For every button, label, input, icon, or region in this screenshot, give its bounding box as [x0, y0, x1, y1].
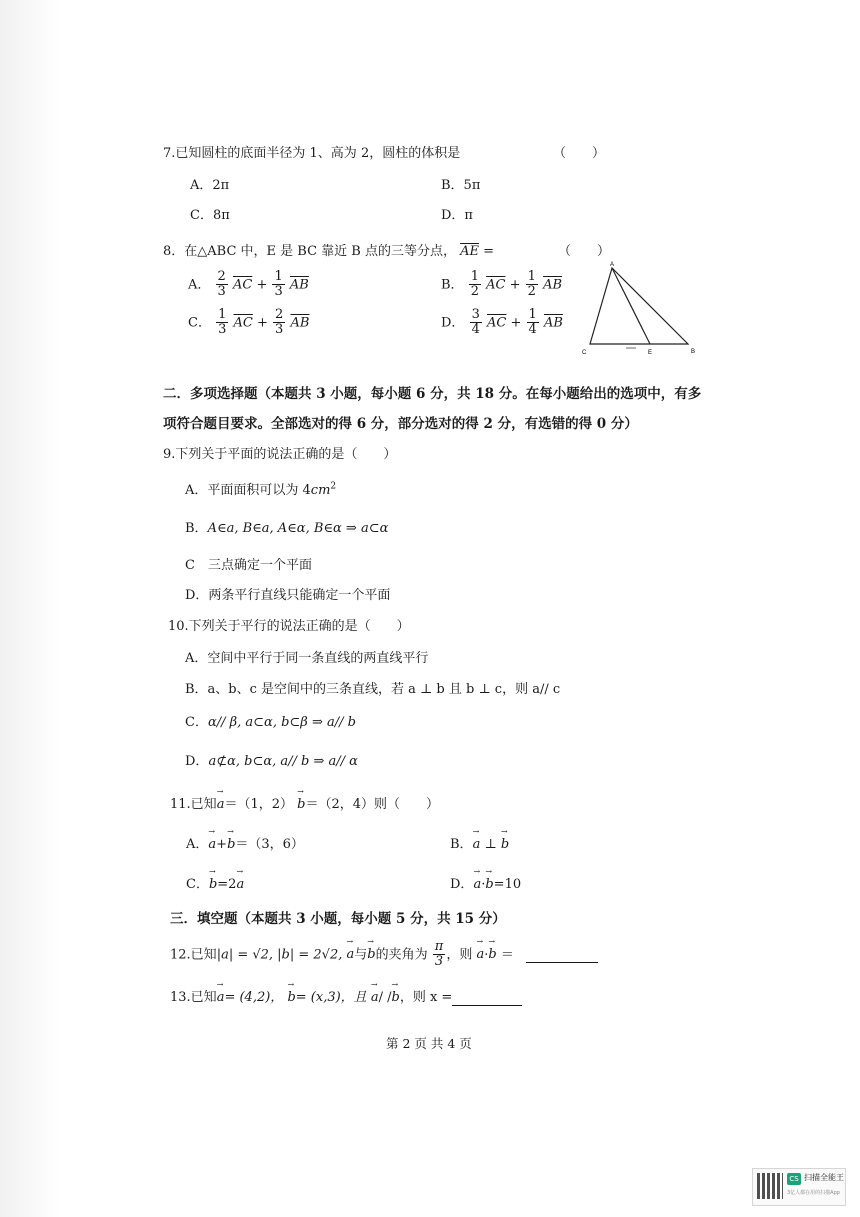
- q8-option-d-label: D．: [441, 315, 465, 331]
- q8-d-frac2-den: 4: [528, 322, 537, 338]
- q8-c-frac2-den: 3: [275, 322, 284, 338]
- q10-stem: 10.下列关于平行的说法正确的是（ ）: [168, 619, 410, 634]
- q10-option-c-label: C．: [185, 715, 208, 730]
- q8-d-vec1: $\overline{AC}$: [487, 315, 507, 331]
- q10-option-a: A．空间中平行于同一条直线的两直线平行: [185, 651, 429, 666]
- q10-option-d-label: D．: [185, 754, 209, 769]
- q13-answer-blank[interactable]: [452, 990, 522, 1006]
- segment-ae: [612, 268, 650, 344]
- q7-stem: 7.已知圆柱的底面半径为 1、高为 2，圆柱的体积是: [163, 146, 461, 161]
- q13-prefix: 13.已知: [170, 990, 217, 1005]
- q11-d-vector-b: → b: [485, 877, 493, 892]
- q8-b-vec1: $\overline{AC}$: [486, 277, 506, 293]
- q8-stem-text: 8．在△ABC 中，E 是 BC 靠近 B 点的三等分点，: [163, 244, 456, 259]
- q11-stem-prefix: 11.已知: [170, 797, 217, 812]
- q11-d-dot: ·: [481, 877, 486, 892]
- q11-c-vector-a: → a: [236, 877, 244, 892]
- q9-option-c: C 三点确定一个平面: [185, 558, 312, 573]
- q12-angle-fraction: [433, 940, 446, 970]
- q11-b-perp: ⊥: [484, 837, 497, 852]
- q8-c-frac2: [273, 308, 285, 338]
- q12-magnitudes: |a| = √2, |b| = 2√2,: [216, 947, 347, 963]
- q11-a-value: ＝（1，2）: [224, 797, 293, 812]
- q8-c-op: +: [257, 315, 268, 331]
- q8-target-vector: $\overline{AE}$: [460, 244, 480, 259]
- q7-option-b: B．5π: [441, 178, 481, 193]
- q8-a-op: +: [256, 277, 268, 293]
- q8-option-b: [441, 270, 562, 300]
- q12-dot: ·: [484, 947, 489, 963]
- q12-and: 与: [354, 947, 368, 963]
- q12-vector-a: → a: [347, 947, 355, 962]
- q11-b-vector-b: → b: [501, 837, 509, 852]
- q12-answer-blank[interactable]: [526, 947, 598, 963]
- q11-option-c: [186, 873, 244, 892]
- q7-answer-paren: （ ）: [553, 146, 606, 161]
- q7-option-c: C．8π: [190, 208, 230, 223]
- q8-a-frac1-num: 2: [217, 269, 226, 284]
- q11-option-a-label: A．: [186, 837, 209, 852]
- q8-b-op: +: [509, 277, 521, 293]
- q8-b-frac2-num: 1: [527, 269, 536, 284]
- camscanner-watermark: [752, 1168, 846, 1206]
- q8-c-vec1: $\overline{AC}$: [233, 315, 253, 331]
- q11-a-result: ＝（3，6）: [235, 837, 304, 852]
- q8-a-vec1: $\overline{AC}$: [232, 277, 253, 293]
- q8-d-frac1-den: 4: [471, 322, 480, 338]
- q8-stem: [163, 240, 494, 259]
- q12-equals: ＝: [500, 947, 514, 963]
- q12-stem: [170, 940, 598, 970]
- q11-option-b: [450, 833, 509, 852]
- q9-option-b: [185, 517, 388, 536]
- q10-option-c: [185, 711, 356, 730]
- q8-d-frac1: [470, 308, 482, 338]
- section2-heading-line2: 项符合题目要求。全部选对的得 6 分，部分选对的得 2 分，有选错的得 0 分）: [163, 416, 638, 432]
- q8-c-frac1-den: 3: [218, 322, 227, 338]
- q8-c-frac1-num: 1: [218, 307, 227, 322]
- vertex-label-a: A: [610, 262, 615, 268]
- q8-a-frac2: [272, 270, 284, 300]
- q12-dot-vector-b: → b: [488, 947, 496, 962]
- cs-logo-icon: CS: [787, 1173, 801, 1185]
- vertex-label-b: B: [691, 349, 696, 355]
- q8-d-frac2-num: 1: [528, 307, 537, 322]
- q8-a-frac2-num: 1: [274, 269, 283, 284]
- q12-vector-b: → b: [367, 947, 375, 962]
- q8-d-vec2: $\overline{AB}$: [543, 315, 563, 331]
- q11-d-result: =10: [493, 877, 522, 892]
- q11-option-b-label: B．: [450, 837, 473, 852]
- q11-option-d: [450, 873, 521, 892]
- q8-b-frac2-den: 2: [527, 284, 536, 300]
- page-fold-shadow: [0, 0, 62, 1217]
- q9-option-a-unit: cm: [310, 483, 331, 498]
- q8-a-frac1: [216, 270, 228, 300]
- q7-option-a: A．2π: [190, 178, 230, 193]
- q8-option-c: [188, 308, 309, 338]
- vertex-label-e: E: [648, 350, 653, 356]
- q13-a-value: = (4,2)，: [224, 990, 284, 1005]
- q11-c-eq: =2: [217, 877, 237, 892]
- section3-heading: 三．填空题（本题共 3 小题，每小题 5 分，共 15 分）: [170, 911, 506, 927]
- q13-b-value: = (x,3)，且: [295, 990, 367, 1005]
- q10-option-d-math: a⊄α, b⊂α, a// b ⇒ a// α: [208, 754, 358, 769]
- vertex-label-c: C: [582, 350, 587, 356]
- q8-equals: =: [483, 244, 495, 259]
- page-number-footer: 第 2 页 共 4 页: [386, 1036, 472, 1051]
- q11-a-plus: +: [216, 837, 228, 852]
- q11-option-a: [186, 833, 304, 852]
- q11-vector-b: → b: [297, 797, 305, 812]
- q13-vector-a: → a: [217, 990, 225, 1005]
- q12-prefix: 12.已知: [170, 947, 217, 963]
- q8-a-frac1-den: 3: [217, 284, 226, 300]
- q11-c-vector-b: → b: [209, 877, 217, 892]
- q11-d-vector-a: → a: [473, 877, 481, 892]
- q9-option-b-math: A∈a, B∈a, A∈α, B∈α ⇒ a⊂α: [207, 521, 389, 536]
- q12-then: ，则: [446, 947, 473, 963]
- q8-c-frac1: [216, 308, 228, 338]
- q12-frac-num: π: [434, 939, 444, 954]
- q13-par-vector-a: → a: [371, 990, 379, 1005]
- q13-vector-b: → b: [287, 990, 295, 1005]
- q8-b-frac2: [526, 270, 538, 300]
- triangle-abc: [590, 268, 688, 344]
- q13-then-x: ，则 x =: [399, 990, 453, 1005]
- q9-stem: 9.下列关于平面的说法正确的是（ ）: [163, 447, 397, 462]
- q11-b-vector-a: → a: [473, 837, 481, 852]
- q8-b-frac1-num: 1: [470, 269, 479, 284]
- q8-option-a: [188, 270, 309, 300]
- watermark-app-name: 扫描全能王: [804, 1173, 844, 1182]
- q8-b-vec2: $\overline{AB}$: [543, 277, 563, 293]
- q9-option-b-label: B．: [185, 521, 208, 536]
- q8-d-frac2: [527, 308, 539, 338]
- q8-option-c-label: C．: [188, 315, 211, 331]
- q11-a-vector-b: → b: [227, 837, 235, 852]
- q10-option-b: B．a、b、c 是空间中的三条直线，若 a ⊥ b 且 b ⊥ c，则 a// c: [185, 682, 561, 697]
- q11-b-value: ＝（2，4）则（ ）: [305, 797, 440, 812]
- q8-b-frac1-den: 2: [470, 284, 479, 300]
- qr-code-icon: [757, 1173, 783, 1199]
- q8-c-vec2: $\overline{AB}$: [290, 315, 310, 331]
- q11-stem: [170, 793, 439, 812]
- q8-option-d: [441, 308, 563, 338]
- q8-a-vec2: $\overline{AB}$: [289, 277, 309, 293]
- q13-par-vector-b: → b: [391, 990, 399, 1005]
- q11-vector-a: → a: [217, 797, 225, 812]
- q8-answer-paren: （ ）: [558, 244, 611, 259]
- q12-angle-text: 的夹角为: [375, 947, 428, 963]
- q9-option-d: D．两条平行直线只能确定一个平面: [185, 588, 391, 603]
- q11-a-vector-a: → a: [208, 837, 216, 852]
- q8-option-b-label: B．: [441, 277, 464, 293]
- q11-option-c-label: C．: [186, 877, 209, 892]
- q10-option-d: [185, 750, 358, 769]
- q8-d-op: +: [510, 315, 522, 331]
- q7-option-d: D．π: [441, 208, 473, 223]
- q11-option-d-label: D．: [450, 877, 474, 892]
- q8-c-frac2-num: 2: [275, 307, 284, 322]
- q9-option-a-exponent: 2: [330, 481, 337, 492]
- q8-d-frac1-num: 3: [471, 307, 480, 322]
- q8-b-frac1: [469, 270, 481, 300]
- q9-option-a-text: A．平面面积可以为 4: [185, 483, 311, 498]
- triangle-figure: [570, 258, 700, 358]
- q12-dot-vector-a: → a: [476, 947, 484, 962]
- q13-parallel: / /: [378, 990, 392, 1005]
- q8-option-a-label: A．: [188, 277, 211, 293]
- q12-frac-den: 3: [434, 954, 444, 970]
- q10-option-c-math: α// β, a⊂α, b⊂β ⇒ a// b: [207, 715, 356, 730]
- q13-stem: [170, 986, 522, 1006]
- q8-a-frac2-den: 3: [274, 284, 283, 300]
- q9-option-a: [185, 479, 336, 498]
- section2-heading-line1: 二．多项选择题（本题共 3 小题，每小题 6 分，共 18 分。在每小题给出的选项中，有多: [163, 386, 702, 402]
- watermark-tagline: 3亿人都在用的扫描App: [787, 1190, 840, 1196]
